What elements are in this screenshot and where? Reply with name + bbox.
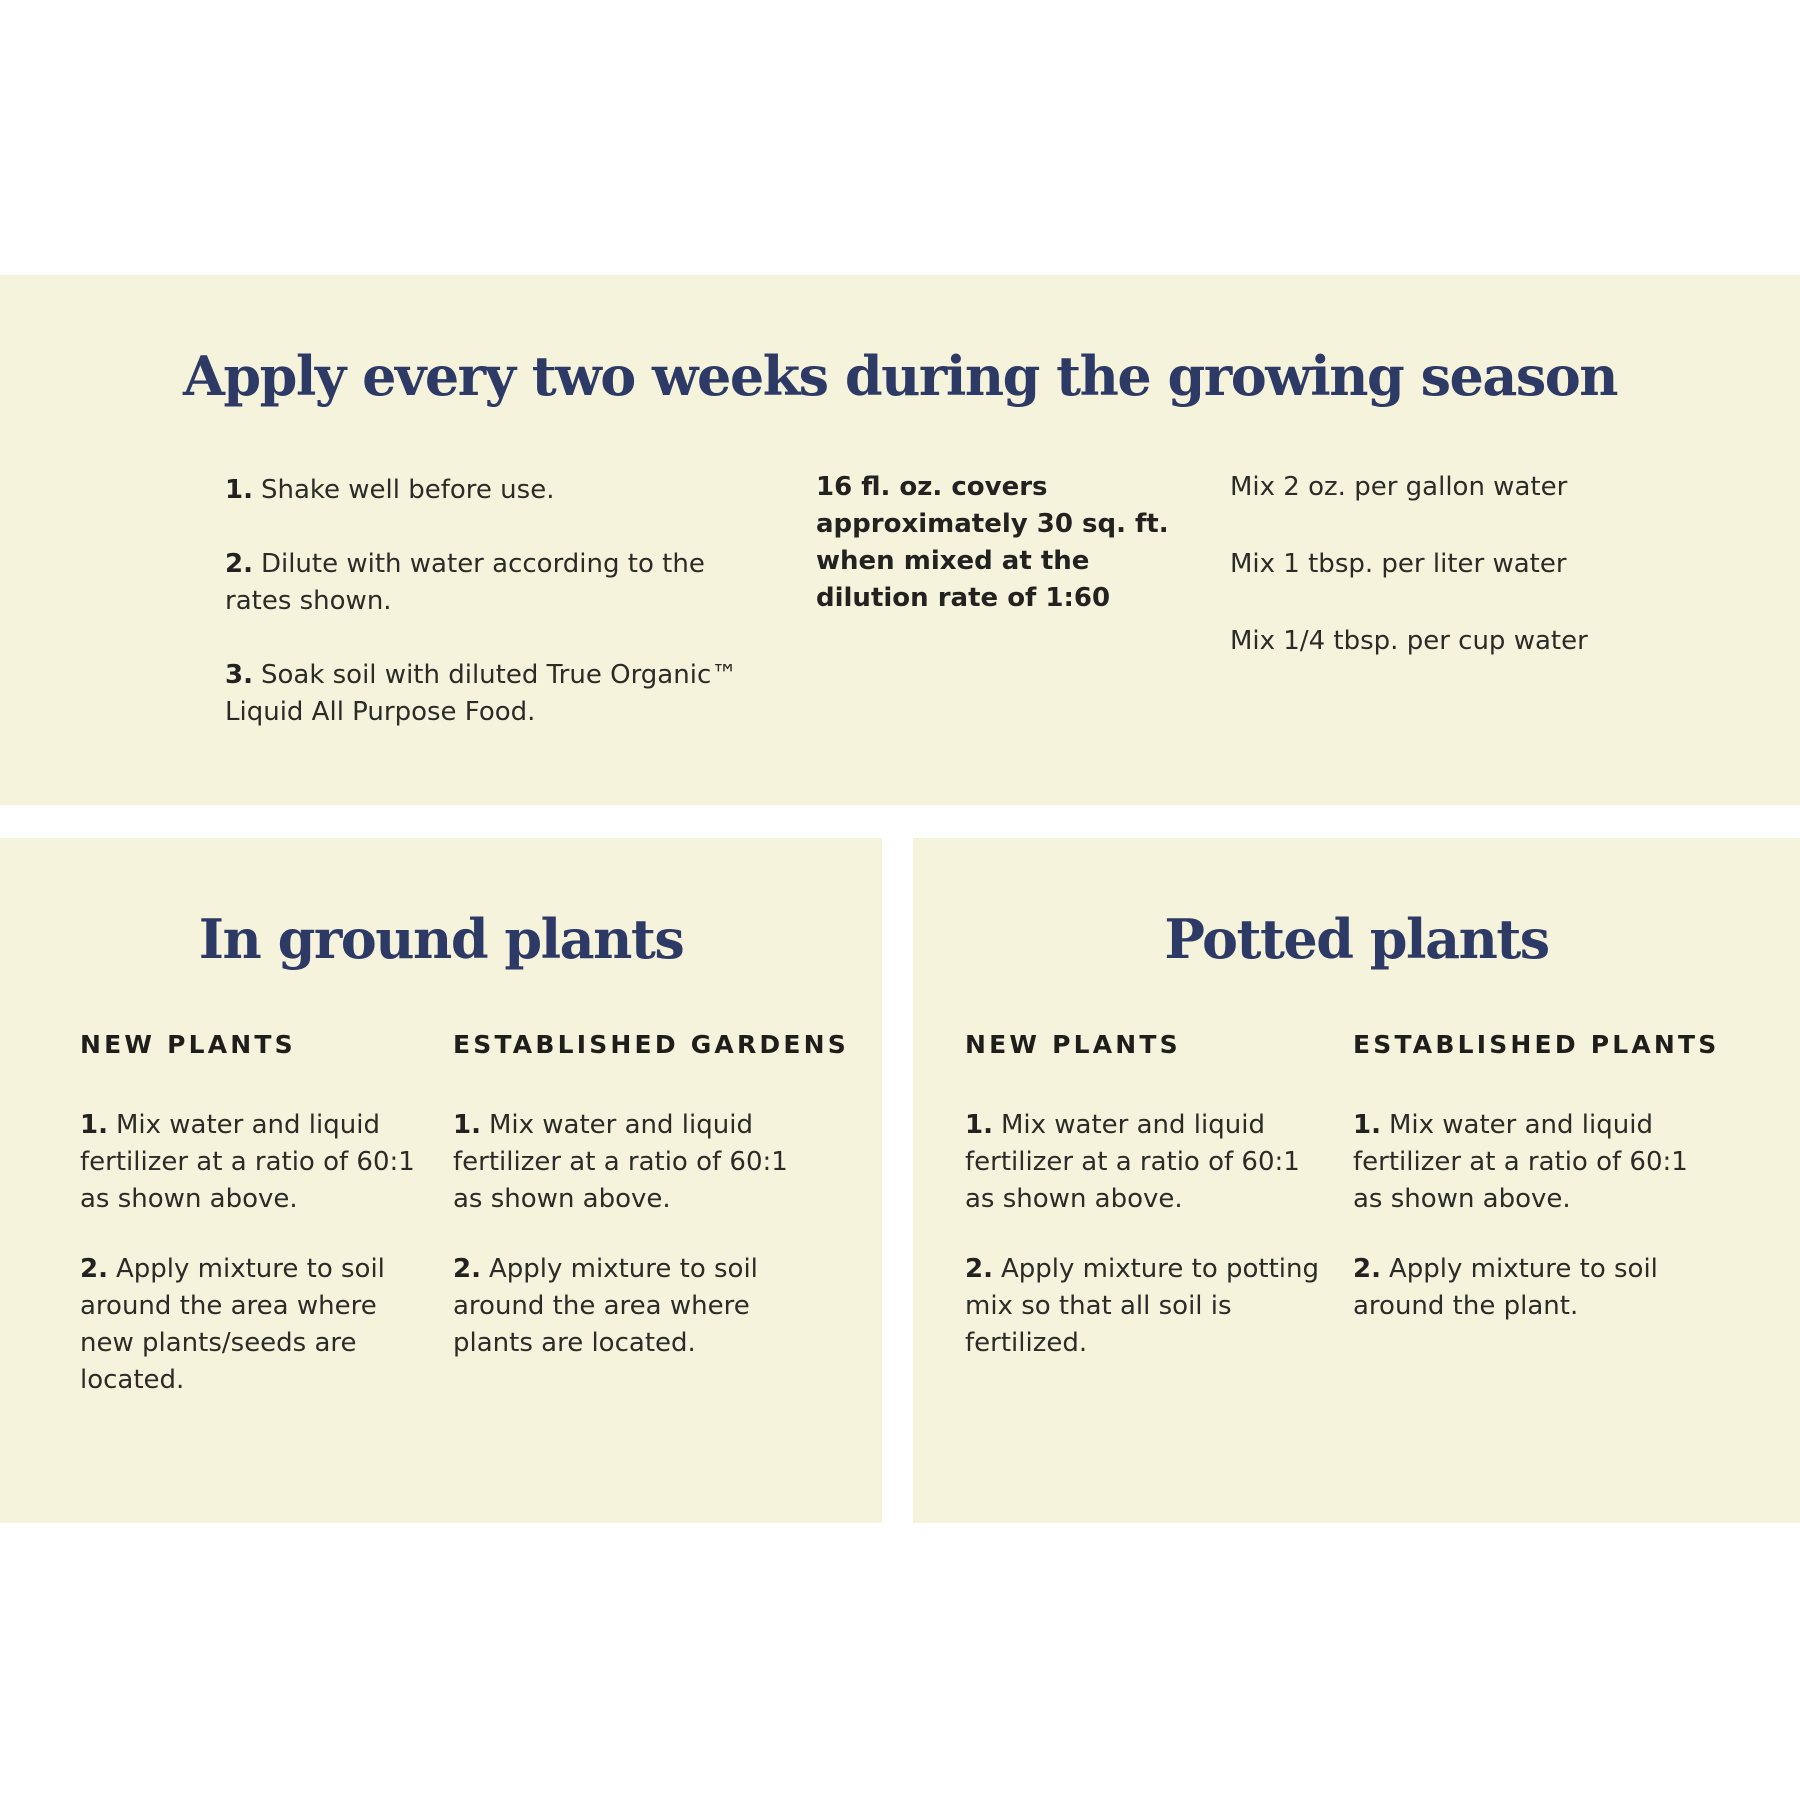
step-text: plants are located. <box>453 1328 696 1358</box>
step-text: fertilizer at a ratio of 60:1 <box>453 1147 788 1177</box>
step-text: Dilute with water according to the <box>260 549 705 579</box>
step-text: fertilizer at a ratio of 60:1 <box>80 1147 415 1177</box>
in-ground-plants-panel <box>0 838 882 1523</box>
step-text: as shown above. <box>453 1184 671 1214</box>
mix-rates-column <box>1230 469 1588 700</box>
step-text: as shown above. <box>80 1184 298 1214</box>
instruction-1 <box>80 1107 415 1218</box>
step-text: as shown above. <box>1353 1184 1571 1214</box>
step-text: new plants/seeds are <box>80 1328 357 1358</box>
usage-steps-column <box>225 472 737 768</box>
step-number: 2. <box>1353 1254 1381 1284</box>
step-number: 2. <box>965 1254 993 1284</box>
step-text: located. <box>80 1365 185 1395</box>
step-text: Apply mixture to potting <box>1000 1254 1319 1284</box>
instruction-2 <box>80 1251 415 1399</box>
panel-title: Potted plants <box>1164 907 1549 971</box>
step-text: as shown above. <box>965 1184 1183 1214</box>
step-text: fertilizer at a ratio of 60:1 <box>965 1147 1300 1177</box>
step-number: 2. <box>453 1254 481 1284</box>
established-gardens-instructions <box>453 1107 788 1395</box>
step-text: Apply mixture to soil <box>488 1254 758 1284</box>
step-text: Apply mixture to soil <box>1388 1254 1658 1284</box>
application-instructions-section <box>0 275 1800 805</box>
coverage-line: dilution rate of 1:60 <box>816 583 1111 613</box>
step-text: Mix water and liquid <box>115 1110 380 1140</box>
potted-plants-panel <box>913 838 1800 1523</box>
step-1 <box>225 472 737 509</box>
step-text: Mix water and liquid <box>488 1110 753 1140</box>
established-plants-instructions <box>1353 1107 1688 1358</box>
new-plants-instructions <box>80 1107 415 1432</box>
step-text: Mix water and liquid <box>1388 1110 1653 1140</box>
new-plants-instructions <box>965 1107 1319 1395</box>
mix-rate-liter: Mix 1 tbsp. per liter water <box>1230 549 1567 579</box>
step-number: 1. <box>225 475 253 505</box>
step-text: around the plant. <box>1353 1291 1579 1321</box>
instruction-2 <box>453 1251 788 1362</box>
step-number: 1. <box>965 1110 993 1140</box>
step-text: fertilized. <box>965 1328 1088 1358</box>
mix-rate-gallon: Mix 2 oz. per gallon water <box>1230 472 1568 502</box>
mix-rate-cup: Mix 1/4 tbsp. per cup water <box>1230 626 1588 656</box>
step-3 <box>225 657 737 731</box>
instruction-1 <box>1353 1107 1688 1218</box>
step-text: fertilizer at a ratio of 60:1 <box>1353 1147 1688 1177</box>
step-number: 2. <box>225 549 253 579</box>
coverage-line: when mixed at the <box>816 546 1090 576</box>
instruction-2 <box>965 1251 1319 1362</box>
instruction-2 <box>1353 1251 1688 1325</box>
column-header-established-plants: ESTABLISHED PLANTS <box>1353 1030 1720 1059</box>
step-2 <box>225 546 737 620</box>
column-header-established-gardens: ESTABLISHED GARDENS <box>453 1030 849 1059</box>
section-title: Apply every two weeks during the growing season <box>182 344 1617 408</box>
step-number: 2. <box>80 1254 108 1284</box>
step-number: 1. <box>1353 1110 1381 1140</box>
step-text: around the area where <box>80 1291 377 1321</box>
step-text: Mix water and liquid <box>1000 1110 1265 1140</box>
step-text: Apply mixture to soil <box>115 1254 385 1284</box>
column-header-new-plants: NEW PLANTS <box>80 1030 296 1059</box>
step-text: Soak soil with diluted True Organic™ <box>260 660 738 690</box>
step-text: Liquid All Purpose Food. <box>225 697 536 727</box>
step-text: Shake well before use. <box>260 475 555 505</box>
step-number: 3. <box>225 660 253 690</box>
instruction-1 <box>965 1107 1319 1218</box>
step-text: around the area where <box>453 1291 750 1321</box>
coverage-line: 16 fl. oz. covers <box>816 472 1048 502</box>
step-text: mix so that all soil is <box>965 1291 1232 1321</box>
step-number: 1. <box>80 1110 108 1140</box>
step-number: 1. <box>453 1110 481 1140</box>
column-header-new-plants: NEW PLANTS <box>965 1030 1181 1059</box>
instruction-1 <box>453 1107 788 1218</box>
step-text: rates shown. <box>225 586 392 616</box>
panel-title: In ground plants <box>198 907 684 971</box>
coverage-note <box>816 469 1169 617</box>
coverage-line: approximately 30 sq. ft. <box>816 509 1169 539</box>
